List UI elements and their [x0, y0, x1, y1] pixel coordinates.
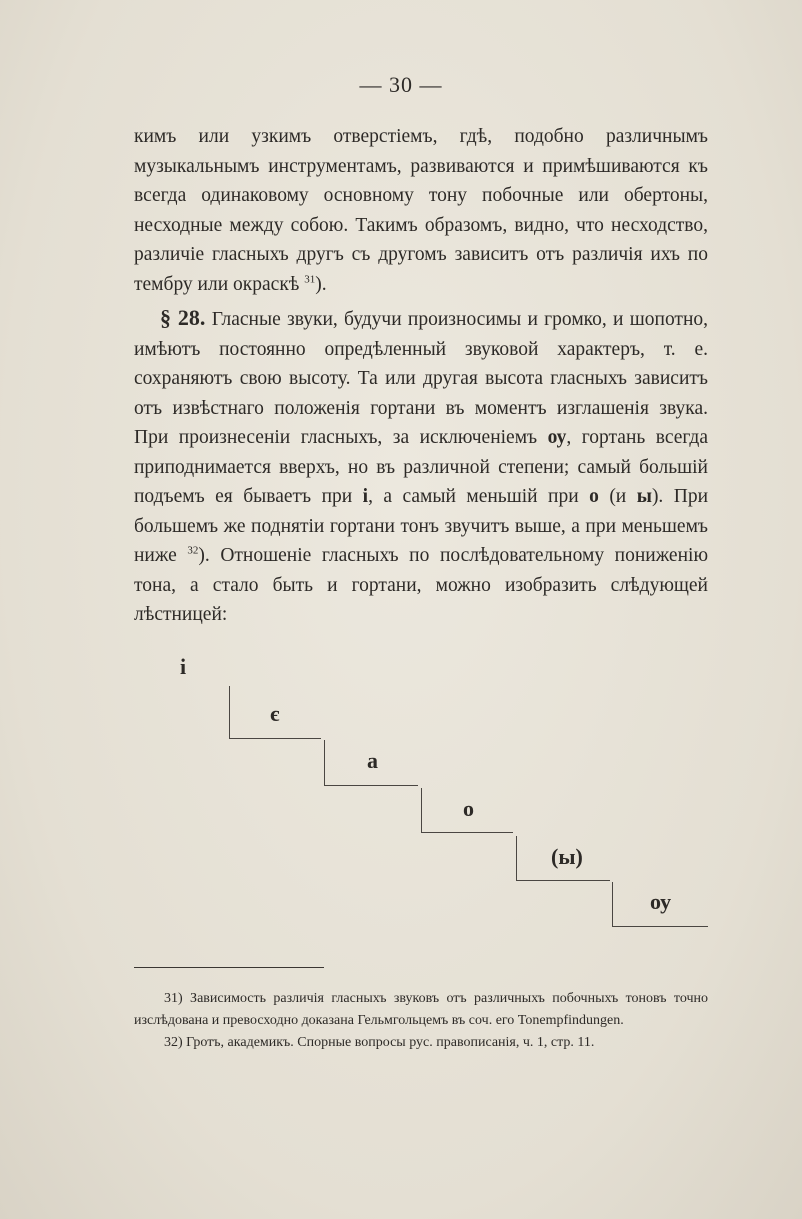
- vowel-y-inline: ы: [636, 486, 652, 507]
- vowel-i-inline: і: [362, 486, 369, 507]
- paragraph-2-text-f: ). Отношеніе гласныхъ по послѣдовательному пониженію тона, а стало быть и гортани, можно изобразить слѣдующей лѣстницей:: [134, 545, 709, 625]
- paragraph-2-text-e: ). При большемъ же поднятіи гортани тонъ звучитъ выше, а при меньшемъ ниже: [134, 486, 709, 566]
- paragraph-1-tail: ).: [315, 273, 327, 295]
- ladder-riser-5: [612, 882, 613, 926]
- ladder-tread-4: [516, 880, 610, 881]
- ladder-tread-5: [612, 926, 708, 927]
- footnote-divider: [134, 967, 324, 968]
- ladder-tread-1: [229, 738, 321, 739]
- paragraph-2-text-b: , гортань всегда приподнимается вверхъ, но въ различной степени; самый большій подъемъ ея бываетъ при: [134, 427, 709, 507]
- footnote-31: 31) Зависимость различія гласныхъ звуковъ отъ различныхъ побочныхъ тоновъ точно изслѣдована и превосходно доказана Гельмгольцемъ въ соч. его Tonempfindungen.: [134, 991, 708, 1028]
- ladder-tread-2: [324, 785, 418, 786]
- ladder-step-a: а: [367, 748, 378, 773]
- paragraph-1-text: кимъ или узкимъ отверстіемъ, гдѣ, подобно различнымъ музыкальнымъ инструментамъ, развиваются и примѣшиваются къ всегда одинаковому основному тону побочные или обертоны, несходные между собою. Такимъ образомъ, видно, что несходство, различіе гласныхъ другъ съ другомъ зависитъ отъ различія ихъ по тембру или окраскѣ: [134, 126, 708, 295]
- ladder-riser-2: [324, 740, 325, 785]
- ladder-step-o: о: [463, 796, 474, 821]
- vowel-ou-inline: оу: [547, 427, 567, 448]
- footnotes: [134, 988, 708, 1054]
- ladder-tread-3: [421, 832, 513, 833]
- ladder-riser-3: [421, 788, 422, 832]
- section-number: § 28.: [160, 305, 206, 330]
- paragraph-2-text-a: Гласные звуки, будучи произносимы и громко, и шопотно, имѣютъ постоянно опредѣленный звуковой характеръ, т. е. сохраняютъ свою высоту. Та или другая высота гласныхъ зависитъ отъ извѣстнаго положенія гортани въ моментъ изглашенія звука. При произнесеніи гласныхъ, за исключеніемъ: [134, 309, 709, 448]
- footnote-ref-31: 31: [304, 273, 316, 285]
- ladder-step-e: є: [270, 701, 280, 726]
- footnote-32: 32) Гротъ, академикъ. Спорные вопросы рус. правописанія, ч. 1, стр. 11.: [164, 1035, 595, 1050]
- ladder-step-ou: оу: [650, 889, 672, 914]
- page-number: — 30 —: [359, 72, 443, 97]
- paragraph-2-text-d: (и: [609, 486, 627, 507]
- ladder-step-i: і: [180, 654, 187, 679]
- vowel-o-inline: о: [589, 486, 599, 507]
- paragraph-2-text-c: , а самый меньшій при: [368, 486, 579, 507]
- ladder-step-y: (ы): [551, 844, 583, 869]
- ladder-riser-4: [516, 836, 517, 880]
- footnote-ref-32: 32: [187, 544, 199, 557]
- ladder-riser-1: [229, 686, 230, 738]
